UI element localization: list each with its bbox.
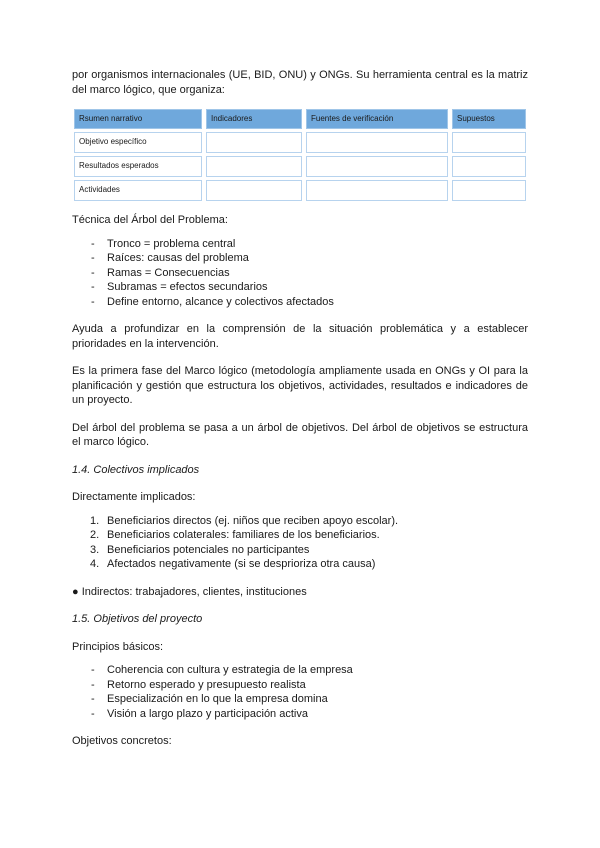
matrix-cell [452,156,526,177]
matrix-cell [306,132,448,153]
matrix-cell [306,180,448,201]
matrix-cell [206,132,302,153]
list-item-text: Afectados negativamente (si se desprioriza otra causa) [107,558,376,570]
matrix-header-sources: Fuentes de verificación [306,109,448,129]
matrix-cell [306,156,448,177]
list-item [72,251,528,266]
paragraph-ayuda: Ayuda a profundizar en la comprensión de la situación problemática y a establecer prioridades en la intervención. [72,323,528,350]
document-page [72,68,528,749]
list-number: 3. [90,543,100,556]
matrix-row-label: Objetivo específico [74,132,202,153]
list-item-text: Subramas = efectos secundarios [107,281,268,293]
indirectos-line: ● Indirectos: trabajadores, clientes, instituciones [72,585,307,598]
list-item-text: Raíces: causas del problema [107,252,249,264]
intro-paragraph: por organismos internacionales (UE, BID, ONU) y ONGs. Su herramienta central es la matriz del marco lógico, que organiza: [72,69,528,96]
list-item [72,663,528,678]
list-item [72,295,528,310]
paragraph-arbol-objetivos: Del árbol del problema se pasa a un árbol de objetivos. Del árbol de objetivos se estructura el marco lógico. [72,421,528,448]
list-marker: - [91,266,95,279]
list-item [72,707,528,722]
matrix-header-narrative: Rsumen narrativo [74,109,202,129]
matrix-header-indicators: Indicadores [206,109,302,129]
principios-label: Principios básicos: [72,640,164,653]
list-item [72,557,528,572]
list-marker: - [91,664,95,676]
matrix-row-label: Actividades [74,180,202,201]
list-marker: - [91,281,95,293]
logical-framework-matrix [70,106,530,204]
list-item-text: Tronco = problema central [107,237,236,250]
colectivos-label: Directamente implicados: [72,491,196,503]
list-item-text: Beneficiarios directos (ej. niños que reciben apoyo escolar). [107,514,399,527]
principios-list [72,663,528,721]
matrix-header-assumptions: Supuestos [452,109,526,129]
paragraph-primera-fase: Es la primera fase del Marco lógico (metodología ampliamente usada en ONGs y OI para la planificación y gestión que estructura los objetivos, actividades, resultados e indicadores de un proyecto. [72,365,528,406]
list-number: 2. [90,529,100,541]
list-item-text: Define entorno, alcance y colectivos afectados [107,295,334,308]
matrix-cell [452,132,526,153]
list-marker: - [91,707,95,720]
list-item-text: Beneficiarios colaterales: familiares de los beneficiarios. [107,529,380,541]
arbol-title: Técnica del Árbol del Problema: [72,214,228,226]
matrix-row-label: Resultados esperados [74,156,202,177]
objetivos-concretos-label: Objetivos concretos: [72,735,172,747]
section-heading-colectivos: 1.4. Colectivos implicados [72,463,200,476]
arbol-list [72,237,528,310]
matrix-cell [206,156,302,177]
list-marker: - [91,295,95,308]
list-item [72,528,528,543]
list-item [72,543,528,558]
list-marker: - [91,237,95,250]
list-item [72,692,528,707]
table-row [74,180,526,201]
table-row [74,156,526,177]
list-item [72,678,528,693]
matrix-header-row [74,109,526,129]
list-number: 1. [90,514,100,527]
list-number: 4. [90,558,100,570]
section-heading-objetivos: 1.5. Objetivos del proyecto [72,613,203,625]
table-row [74,132,526,153]
list-item [72,514,528,529]
list-marker: - [91,252,95,264]
list-item [72,266,528,281]
list-item-text: Ramas = Consecuencias [107,266,230,279]
list-item-text: Especialización en lo que la empresa domina [107,693,328,705]
list-item-text: Coherencia con cultura y estrategia de la empresa [107,664,353,676]
list-item [72,237,528,252]
matrix-cell [452,180,526,201]
list-item-text: Visión a largo plazo y participación activa [107,707,308,720]
list-item-text: Beneficiarios potenciales no participantes [107,543,310,556]
matrix-cell [206,180,302,201]
list-item-text: Retorno esperado y presupuesto realista [107,678,306,691]
list-item [72,280,528,295]
colectivos-list [72,514,528,572]
list-marker: - [91,693,95,705]
list-marker: - [91,678,95,691]
